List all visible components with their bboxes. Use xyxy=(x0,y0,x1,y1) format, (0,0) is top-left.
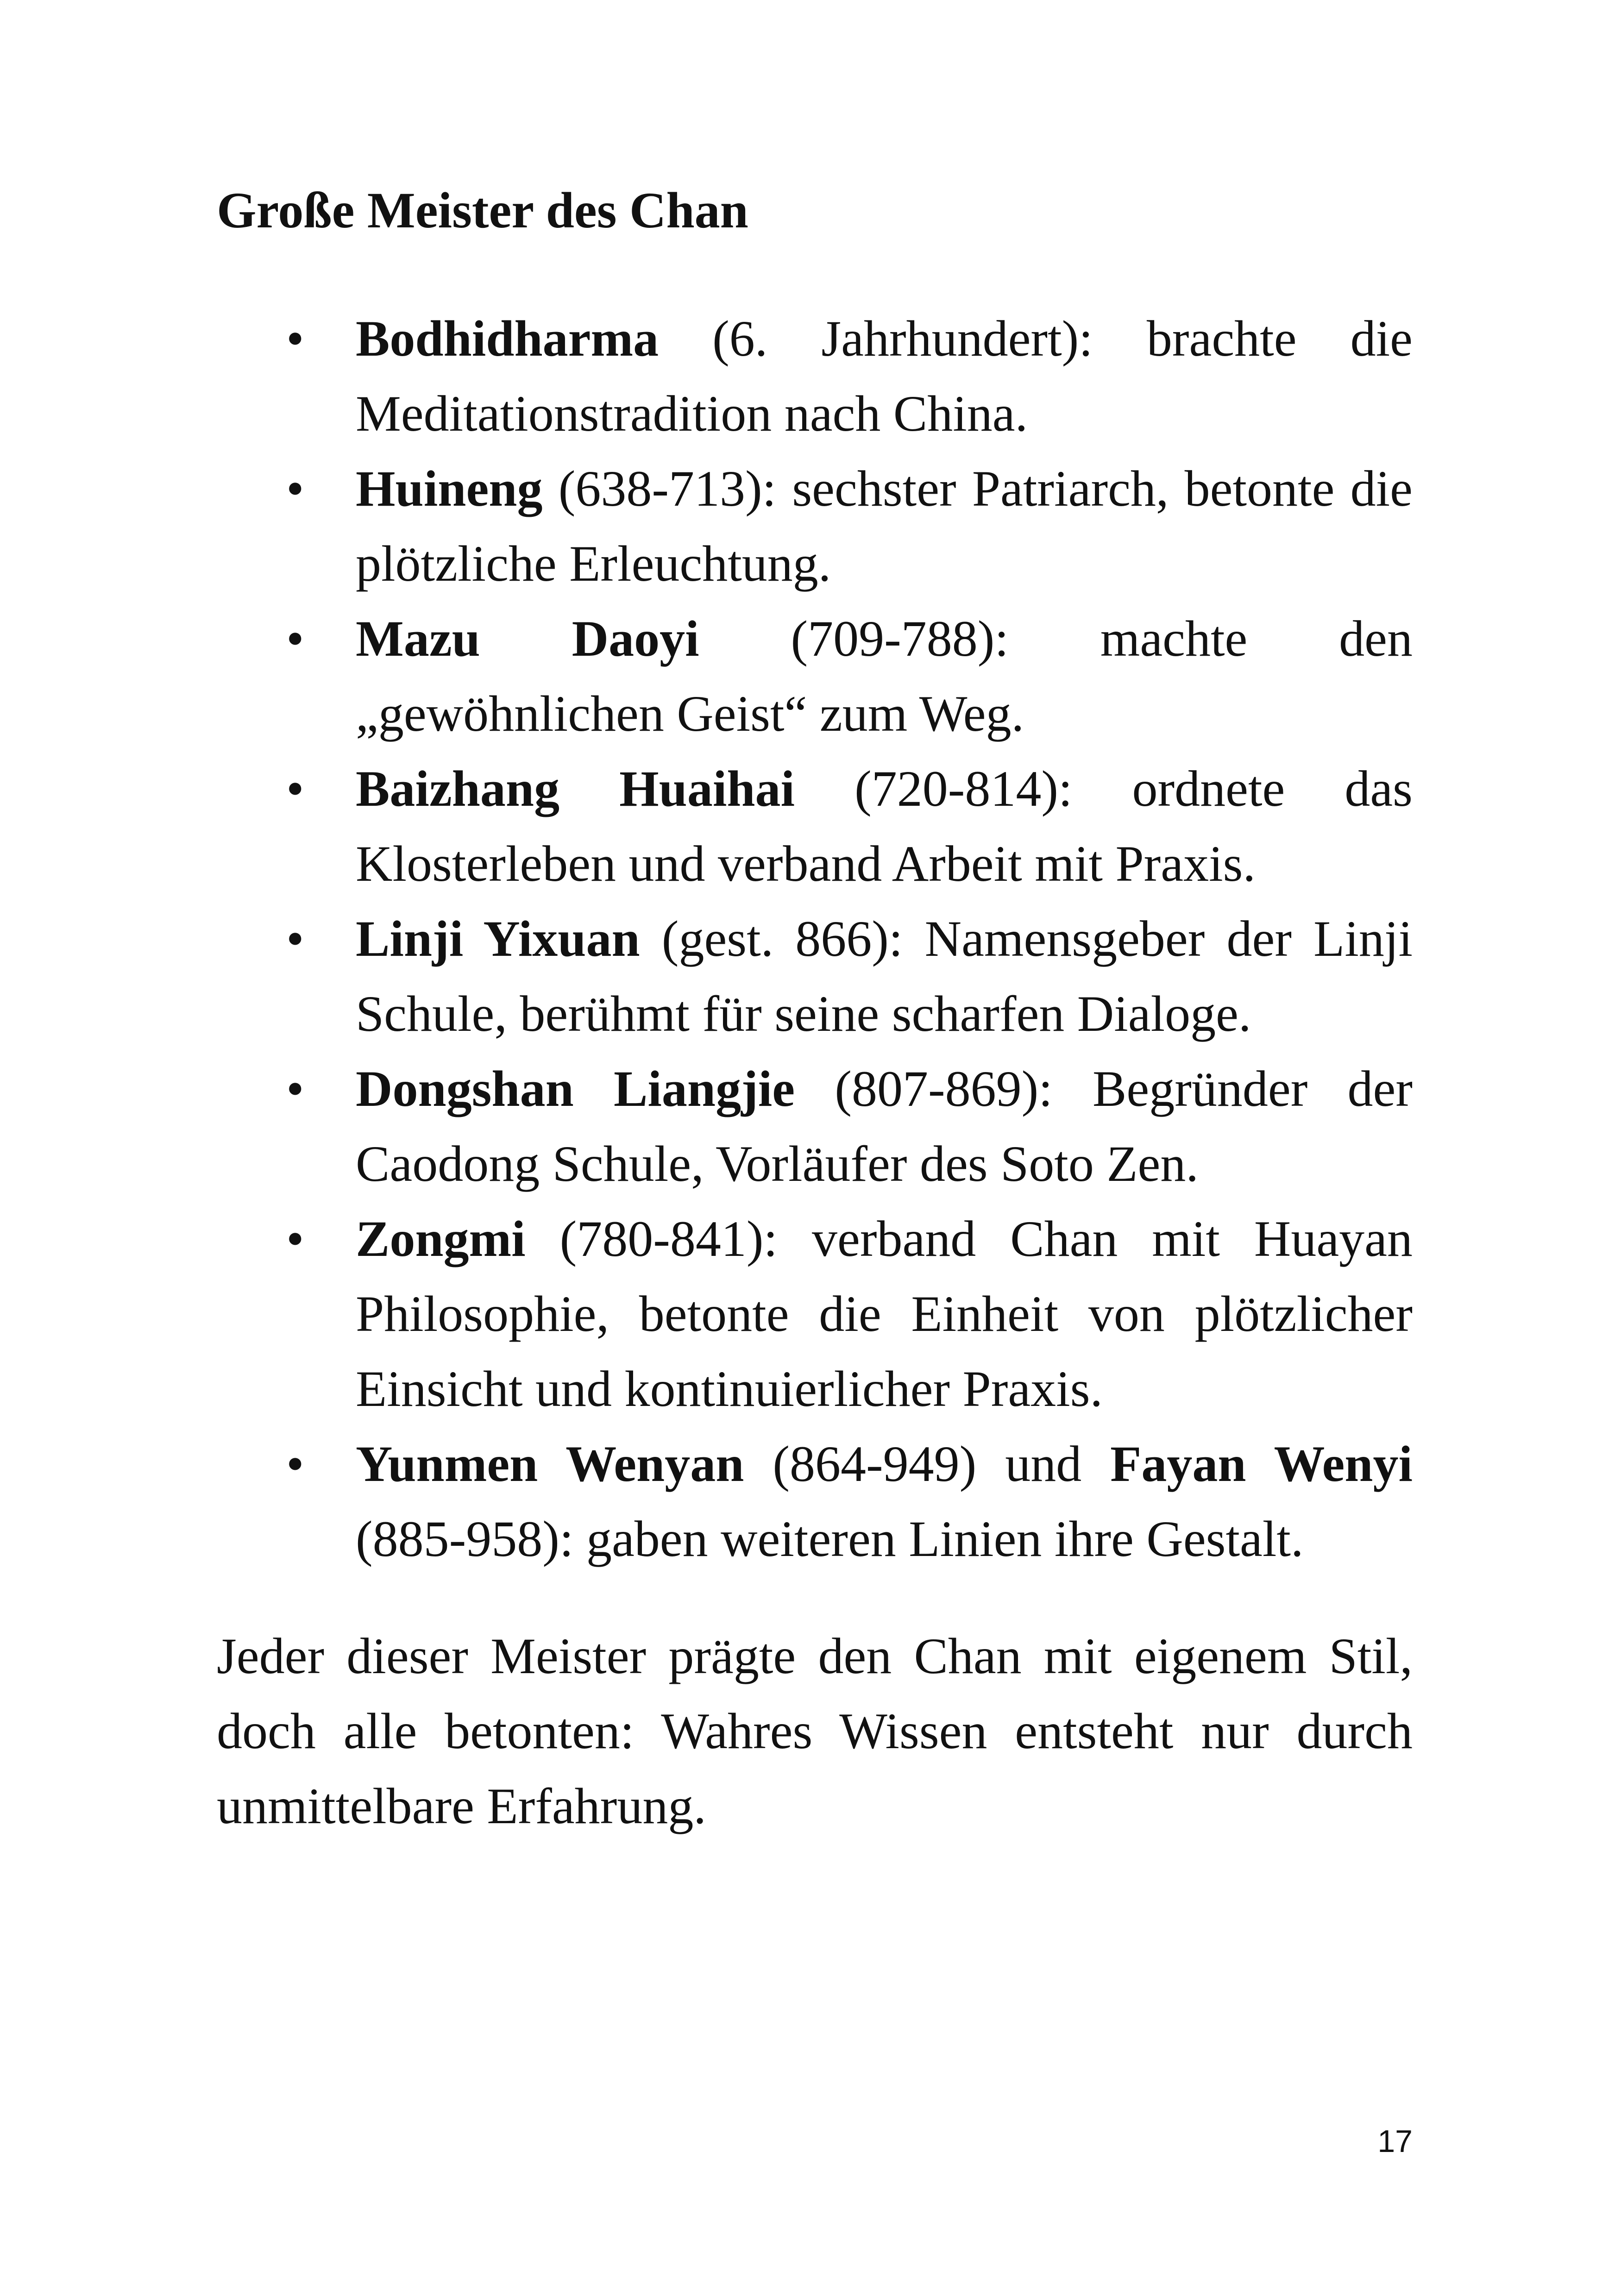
bullet-icon: • xyxy=(286,1211,304,1267)
master-description: (709-788): machte den „gewöhnlichen Geist“ zum Weg. xyxy=(356,610,1413,742)
list-item xyxy=(217,301,1413,451)
list-item xyxy=(217,451,1413,601)
master-description: (638-713): sechster Patriarch, betonte die plötzliche Erleuchtung. xyxy=(356,460,1413,592)
list-item xyxy=(217,751,1413,901)
list-item xyxy=(217,1051,1413,1201)
master-name-second: Fayan Wenyi xyxy=(1110,1436,1413,1492)
masters-list xyxy=(217,301,1413,1576)
master-description: (6. Jahrhundert): brachte die Meditationstradition nach China. xyxy=(356,310,1413,442)
list-item xyxy=(217,901,1413,1051)
master-name: Dongshan Liangjie xyxy=(356,1060,795,1117)
master-name: Linji Yixuan xyxy=(356,910,640,967)
page-number: 17 xyxy=(1377,2124,1413,2159)
bullet-icon: • xyxy=(286,910,304,967)
list-item xyxy=(217,1201,1413,1426)
bullet-icon: • xyxy=(286,310,304,367)
bullet-icon: • xyxy=(286,760,304,817)
bullet-icon: • xyxy=(286,1436,304,1492)
list-item xyxy=(217,601,1413,751)
master-name: Baizhang Huaihai xyxy=(356,760,795,817)
master-name: Huineng xyxy=(356,460,543,517)
section-heading: Große Meister des Chan xyxy=(217,182,748,238)
master-description: (864-949) und xyxy=(744,1436,1111,1492)
bullet-icon: • xyxy=(286,610,304,667)
master-name: Mazu Daoyi xyxy=(356,610,699,667)
master-description: (807-869): Begründer der Caodong Schule, Vorläufer des Soto Zen. xyxy=(356,1060,1413,1192)
master-description: (720-814): ordnete das Klosterleben und verband Arbeit mit Praxis. xyxy=(356,760,1413,892)
bullet-icon: • xyxy=(286,460,304,517)
list-item xyxy=(217,1426,1413,1576)
master-name: Yunmen Wenyan xyxy=(356,1436,744,1492)
closing-paragraph: Jeder dieser Meister prägte den Chan mit eigenem Stil, doch alle betonten: Wahres Wissen entsteht nur durch unmittelbare Erfahrung. xyxy=(217,1628,1413,1834)
master-description-second: (885-958): gaben weiteren Linien ihre Gestalt. xyxy=(356,1511,1304,1567)
master-name: Bodhidharma xyxy=(356,310,659,367)
master-description: (780-841): verband Chan mit Huayan Philosophie, betonte die Einheit von plötzlicher Einsicht und kontinuierlicher Praxis. xyxy=(356,1211,1413,1417)
bullet-icon: • xyxy=(286,1060,304,1117)
master-description: (gest. 866): Namensgeber der Linji Schule, berühmt für seine scharfen Dialoge. xyxy=(356,910,1413,1042)
master-name: Zongmi xyxy=(356,1211,526,1267)
